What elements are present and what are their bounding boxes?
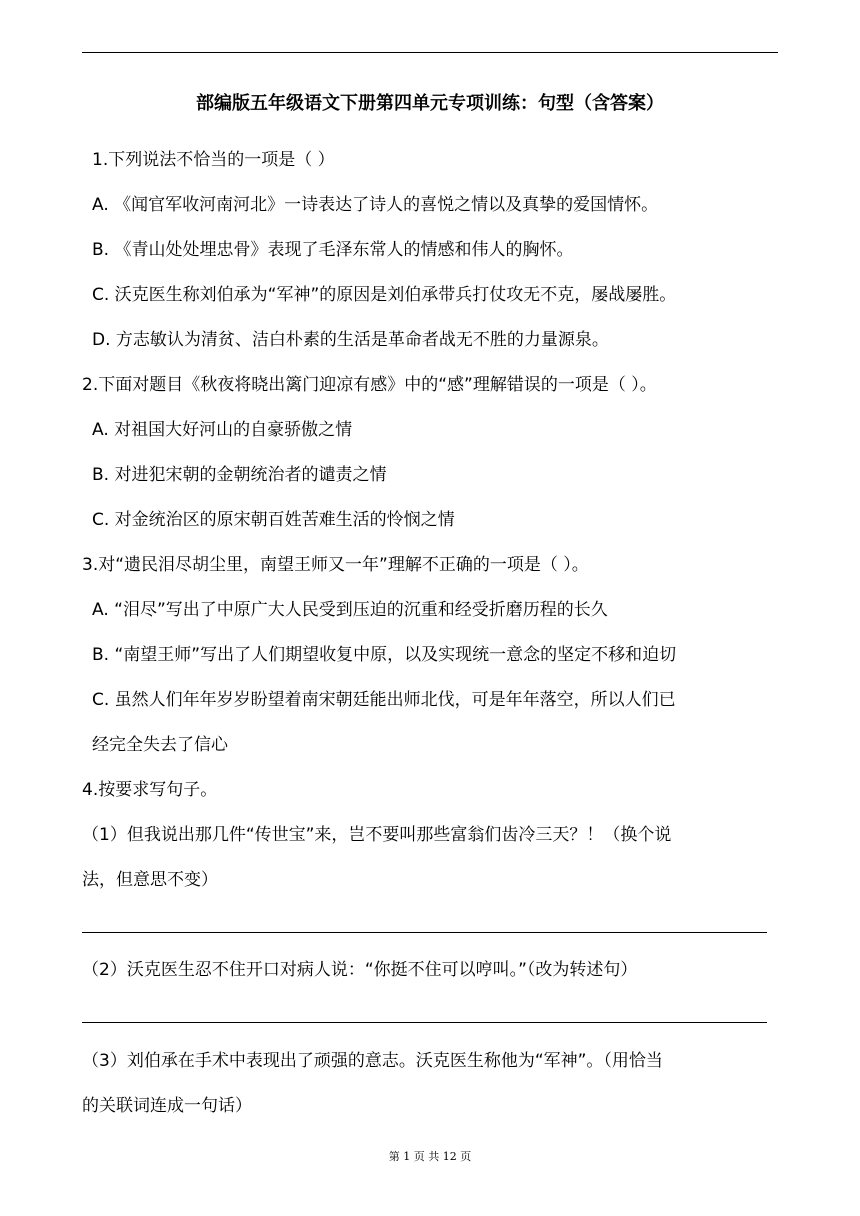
- question-4-part-1: （1）但我说出那几件“传世宝”来，岂不要叫那些富翁们齿冷三天？！（换个说: [82, 825, 672, 845]
- question-1-option-c: C. 沃克医生称刘伯承为“军神”的原因是刘伯承带兵打仗攻无不克，屡战屡胜。: [92, 285, 677, 305]
- question-3-option-c: C. 虽然人们年年岁岁盼望着南宋朝廷能出师北伐，可是年年落空，所以人们已: [92, 690, 676, 710]
- question-2-stem: 2.下面对题目《秋夜将晓出篱门迎凉有感》中的“感”理解错误的一项是（ ）。: [82, 375, 657, 395]
- question-4-part-2: （2）沃克医生忍不住开口对病人说：“你挺不住可以哼叫。”（改为转述句）: [82, 960, 638, 980]
- page-footer: 第 1 页 共 12 页: [388, 1150, 472, 1163]
- question-1-stem: 1.下列说法不恰当的一项是（ ）: [92, 150, 335, 170]
- question-4-part-3: （3）刘伯承在手术中表现出了顽强的意志。沃克医生称他为“军神”。（用恰当: [82, 1051, 663, 1071]
- question-3-stem: 3.对“遗民泪尽胡尘里，南望王师又一年”理解不正确的一项是（ ）。: [82, 555, 589, 575]
- question-3-option-b: B. “南望王师”写出了人们期望收复中原，以及实现统一意念的坚定不移和迫切: [92, 645, 677, 665]
- answer-line-1[interactable]: [82, 932, 767, 933]
- question-1-option-b: B. 《青山处处埋忠骨》表现了毛泽东常人的情感和伟人的胸怀。: [92, 240, 574, 260]
- question-3-option-c-continued: 经完全失去了信心: [92, 735, 228, 755]
- answer-line-2[interactable]: [82, 1022, 767, 1023]
- header-rule: [82, 52, 778, 53]
- question-1-option-d: D. 方志敏认为清贫、洁白朴素的生活是革命者战无不胜的力量源泉。: [92, 330, 609, 350]
- question-4-part-3-continued: 的关联词连成一句话）: [82, 1096, 252, 1116]
- question-3-option-a: A. “泪尽”写出了中原广大人民受到压迫的沉重和经受折磨历程的长久: [92, 600, 608, 620]
- question-2-option-a: A. 对祖国大好河山的自豪骄傲之情: [92, 420, 353, 440]
- question-2-option-b: B. 对进犯宋朝的金朝统治者的谴责之情: [92, 465, 387, 485]
- page-title: 部编版五年级语文下册第四单元专项训练：句型（含答案）: [196, 93, 664, 114]
- question-4-stem: 4.按要求写句子。: [82, 780, 218, 800]
- question-2-option-c: C. 对金统治区的原宋朝百姓苦难生活的怜悯之情: [92, 510, 455, 530]
- question-4-part-1-continued: 法，但意思不变）: [82, 870, 218, 890]
- question-1-option-a: A. 《闻官军收河南河北》一诗表达了诗人的喜悦之情以及真挚的爱国情怀。: [92, 195, 659, 215]
